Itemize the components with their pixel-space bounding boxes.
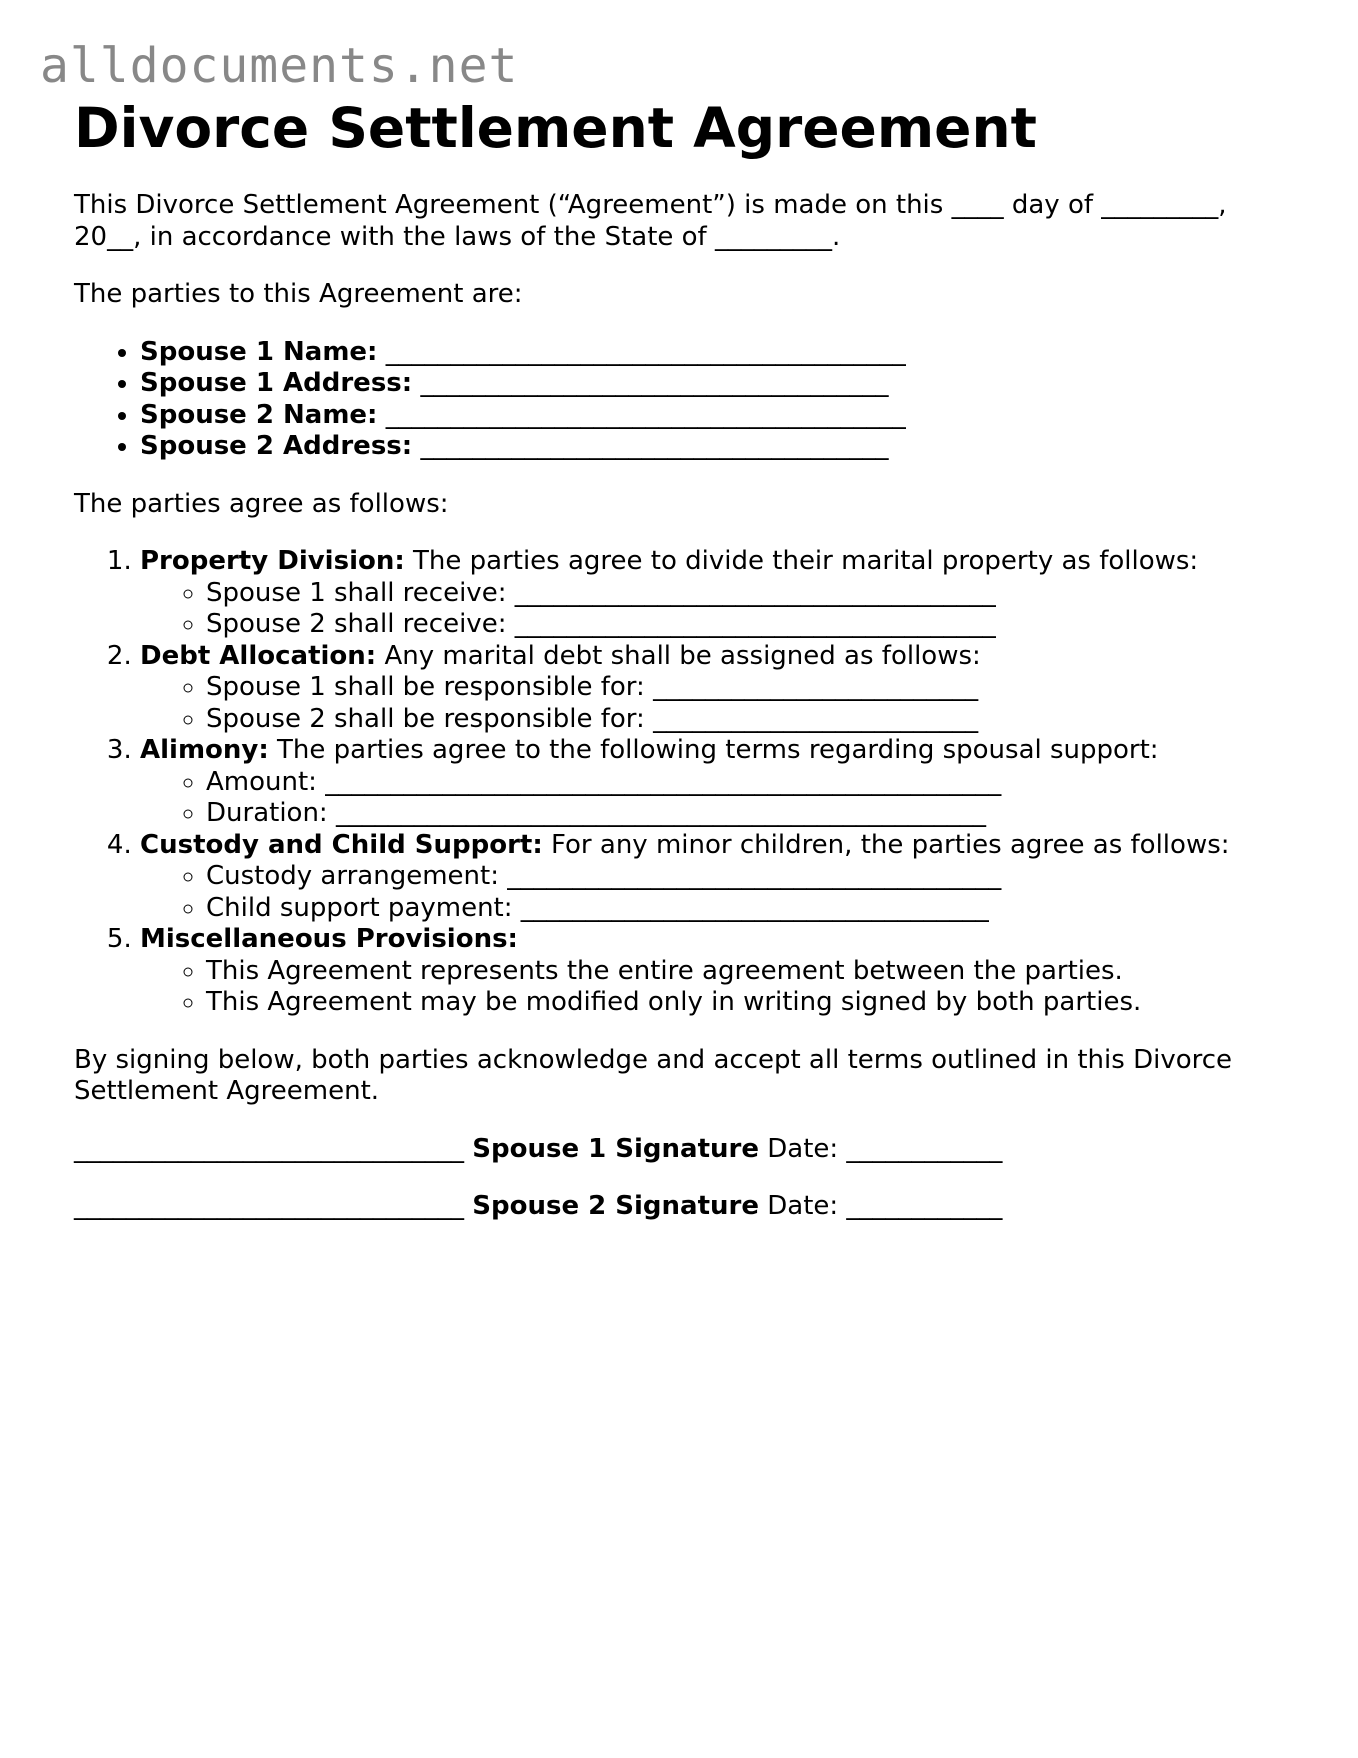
clause-subitems [140, 767, 1294, 830]
date-blank: ____________ [846, 1191, 1003, 1221]
agree-intro: The parties agree as follows: [74, 488, 449, 519]
watermark: alldocuments.net [40, 38, 519, 94]
signature-blank: ______________________________ [74, 1133, 464, 1164]
list-item: ◦ Spouse 2 shall be responsible for: _________________________ [206, 704, 1294, 736]
list-item: ◦ Spouse 2 shall receive: _____________________________________ [206, 609, 1294, 641]
party-blank: ____________________________________ [420, 431, 889, 461]
clause-property-division [140, 546, 1294, 641]
party-blank: ________________________________________ [385, 336, 906, 367]
list-item [140, 400, 1294, 432]
signature-label: Spouse 2 Signature [472, 1191, 759, 1221]
list-item: ◦ This Agreement may be modified only in writing signed by both parties. [206, 987, 1294, 1019]
clause-subitems [140, 956, 1294, 1019]
clause-miscellaneous [140, 924, 1294, 1019]
party-label: Spouse 2 Address: [140, 431, 413, 461]
party-blank: ________________________________________ [385, 399, 906, 430]
clause-subitems [140, 672, 1294, 735]
date-blank: ____________ [846, 1133, 1003, 1164]
party-label: Spouse 2 Name: [140, 399, 378, 430]
party-label: Spouse 1 Name: [140, 336, 378, 367]
clause-text: The parties agree to divide their marital property as follows: [404, 546, 1199, 576]
intro-paragraph: This Divorce Settlement Agreement (“Agreement”) is made on this ____ day of _________, 20__, in accordance with the laws of the State of _________. [74, 190, 1227, 252]
signature-label: Spouse 1 Signature [472, 1133, 759, 1164]
signature-line-spouse-2 [74, 1191, 1294, 1223]
list-item [140, 368, 1294, 400]
closing-paragraph: By signing below, both parties acknowledge and accept all terms outlined in this Divorce Settlement Agreement. [74, 1044, 1233, 1106]
list-item: ◦ Spouse 1 shall receive: _____________________________________ [206, 578, 1294, 610]
document-page [74, 96, 1294, 1249]
signature-blank: ______________________________ [74, 1191, 464, 1221]
clause-heading: Debt Allocation: [140, 640, 377, 671]
parties-intro: The parties to this Agreement are: [74, 279, 523, 309]
clause-text: For any minor children, the parties agree as follows: [542, 829, 1230, 860]
parties-list [74, 337, 1294, 463]
clause-heading: Miscellaneous Provisions: [140, 924, 518, 954]
clause-heading: Alimony: [140, 735, 269, 765]
clauses-list [74, 546, 1294, 1019]
document-title: Divorce Settlement Agreement [74, 96, 1037, 160]
list-item: ◦ This Agreement represents the entire agreement between the parties. [206, 956, 1294, 988]
date-label: Date: [767, 1191, 839, 1221]
signature-line-spouse-1 [74, 1134, 1294, 1166]
clause-subitems [140, 578, 1294, 641]
clause-heading: Custody and Child Support: [140, 829, 543, 860]
clause-heading: Property Division: [140, 546, 405, 576]
list-item [140, 337, 1294, 369]
clause-custody-child-support [140, 830, 1294, 925]
party-label: Spouse 1 Address: [140, 368, 413, 398]
list-item [140, 431, 1294, 463]
list-item: ◦ Spouse 1 shall be responsible for: _________________________ [206, 672, 1294, 704]
date-label: Date: [767, 1133, 839, 1164]
clause-text: The parties agree to the following terms regarding spousal support: [268, 735, 1159, 765]
party-blank: ____________________________________ [420, 368, 889, 398]
list-item: ◦ Custody arrangement: ______________________________________ [206, 861, 1294, 893]
list-item: ◦ Amount: ____________________________________________________ [206, 767, 1294, 799]
clause-debt-allocation [140, 641, 1294, 736]
list-item: ◦ Child support payment: ____________________________________ [206, 893, 1294, 925]
clause-alimony [140, 735, 1294, 830]
list-item: ◦ Duration: __________________________________________________ [206, 798, 1294, 830]
clause-text: Any marital debt shall be assigned as follows: [376, 640, 981, 671]
clause-subitems [140, 861, 1294, 924]
